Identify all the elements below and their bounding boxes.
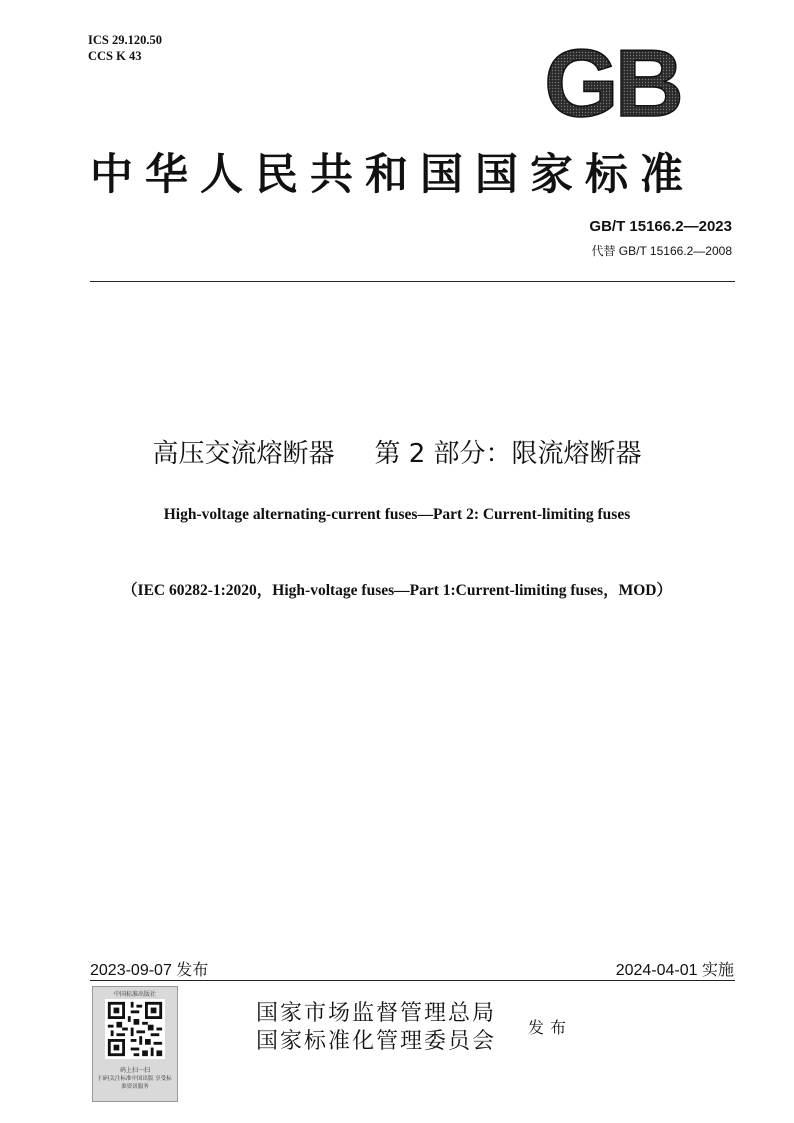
qr-card-service-text: 扫码关注标准中国出版 享受标准资讯服务 (98, 1076, 172, 1090)
standard-code: GB/T 15166.2—2023 (589, 218, 732, 235)
logo-text: GB (544, 42, 680, 124)
issuing-authorities (256, 1000, 496, 1056)
issue-label: 发布 (528, 1018, 573, 1037)
iec-reference: （IEC 60282-1:2020，High-voltage fuses—Part 1:Current-limiting fuses，MOD） (122, 582, 672, 599)
chinese-title (0, 436, 794, 472)
national-standard-title: 中华人民共和国国家标准 (90, 150, 695, 200)
qr-card-publisher: 中国标准出版社 (113, 991, 156, 998)
issuer-sac: 国家标准化管理委员会 (256, 1029, 497, 1054)
qr-card-scan-text: 码上扫一扫 (119, 1067, 150, 1074)
qr-code-card (92, 986, 178, 1102)
ccs-code: CCS K 43 (88, 49, 142, 63)
issuer-samr: 国家市场监督管理总局 (256, 1001, 497, 1026)
chinese-title-main: 高压交流熔断器 (152, 439, 335, 469)
gb-logo (536, 42, 688, 124)
qr-code-icon (105, 999, 165, 1059)
english-title: High-voltage alternating-current fuses—Part 2: Current-limiting fuses (163, 506, 631, 523)
top-divider (90, 281, 735, 282)
replaced-standard: 代替 GB/T 15166.2—2008 (591, 244, 732, 258)
publish-date: 2023-09-07 发布 (90, 962, 209, 979)
chinese-title-part: 第 2 部分：限流熔断器 (374, 439, 642, 469)
bottom-divider (90, 980, 735, 981)
implementation-date: 2024-04-01 实施 (615, 962, 734, 979)
classification-codes (88, 32, 162, 64)
ics-code: ICS 29.120.50 (88, 33, 162, 47)
